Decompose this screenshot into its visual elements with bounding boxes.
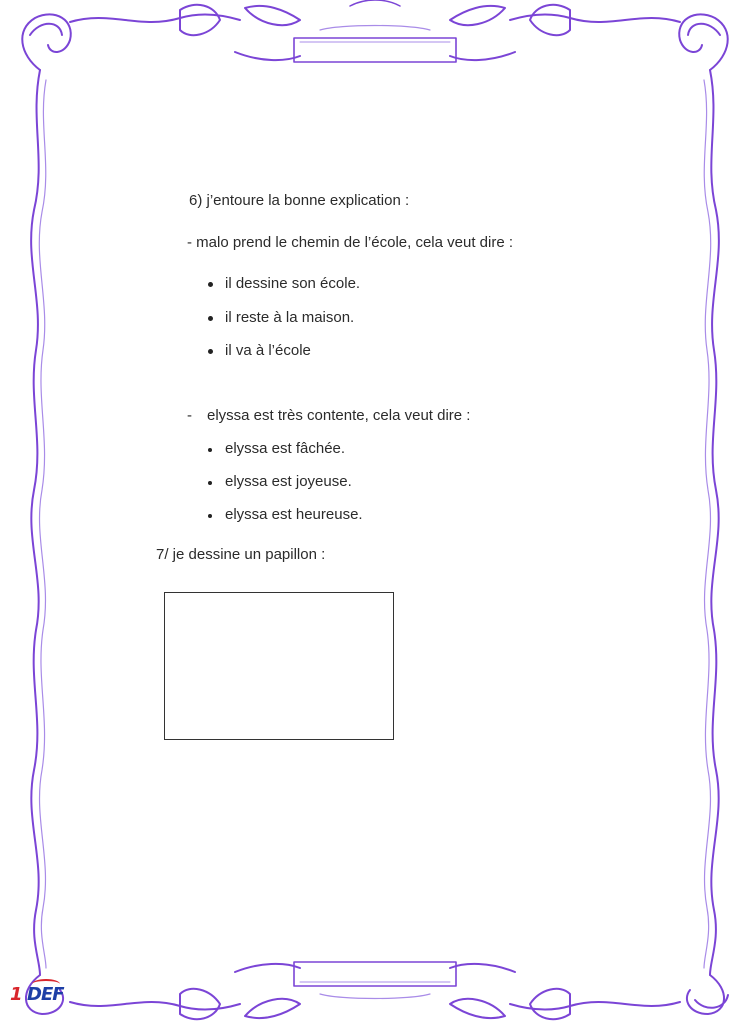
bullet-dot-icon <box>208 514 212 518</box>
site-logo-icon <box>10 978 64 1008</box>
bullet-dot-icon <box>208 448 212 452</box>
bullet-dot-icon <box>208 349 213 354</box>
exercise-6-title: 6) j’entoure la bonne explication : <box>189 192 410 209</box>
exercise-7-title: 7/ je dessine un papillon : <box>156 546 326 563</box>
bullet-dot-icon <box>208 316 213 321</box>
option-text: elyssa est fâchée. <box>225 440 346 457</box>
logo-brand: DEF <box>27 984 64 1005</box>
question-2-prompt: elyssa est très contente, cela veut dire : <box>207 407 471 424</box>
drawing-area[interactable] <box>164 592 394 740</box>
bullet-dot-icon <box>208 282 213 287</box>
bullet-dot-icon <box>208 481 212 485</box>
logo-number: 1 <box>10 984 22 1005</box>
question-2-dash: - <box>187 407 192 424</box>
option-text: il reste à la maison. <box>225 309 355 326</box>
option-text: elyssa est joyeuse. <box>225 473 352 490</box>
option-text: il dessine son école. <box>225 275 361 292</box>
option-text: elyssa est heureuse. <box>225 506 363 523</box>
question-1-prompt: - malo prend le chemin de l’école, cela veut dire : <box>187 234 514 251</box>
option-text: il va à l’école <box>225 342 311 359</box>
